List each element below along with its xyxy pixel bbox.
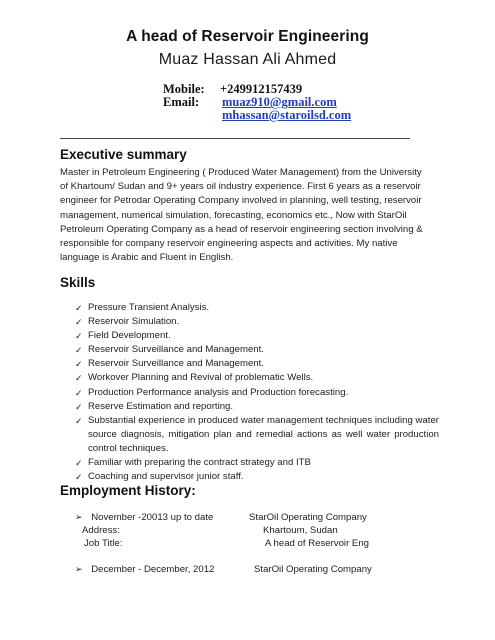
summary-line: engineer for Petrodar Operating Company involved in planning, well testing, reservoir [60, 195, 422, 207]
checkmark-icon: ✓ [75, 387, 83, 398]
mobile-value: +249912157439 [220, 82, 303, 96]
email-label: Email: [163, 95, 200, 109]
list-item: ✓ Coaching and supervisor junior staff. [75, 470, 439, 484]
arrow-bullet-icon: ➢ [75, 564, 83, 574]
job1-company: StarOil Operating Company [249, 512, 367, 523]
list-item: ✓ Field Development. [75, 329, 439, 343]
list-item: ✓ Workover Planning and Revival of problematic Wells. [75, 371, 439, 385]
list-item: ✓ Reservoir Simulation. [75, 315, 439, 329]
checkmark-icon: ✓ [75, 303, 83, 313]
job2-period-row [75, 564, 214, 575]
job1-title-value: A head of Reservoir Eng [265, 538, 369, 549]
summary-heading: Executive summary [60, 147, 187, 162]
job1-address-value: Khartoum, Sudan [263, 525, 338, 536]
job1-period-row [75, 512, 213, 523]
job2-company: StarOil Operating Company [254, 564, 372, 575]
checkmark-icon: ✓ [75, 331, 83, 342]
email-link-work[interactable]: mhassan@staroilsd.com [222, 108, 352, 122]
list-item: ✓ Substantial experience in produced water management techniques including water source diagnosis, mitigation plan and remedial actions as well water production control techniques. [75, 414, 439, 454]
list-item: ✓ Reservoir Surveillance and Management. [75, 357, 439, 371]
checkmark-icon: ✓ [75, 317, 83, 328]
summary-line: management, numerical simulation, forecasting, economics etc., Now with StarOil [60, 209, 407, 221]
summary-line: Master in Petroleum Engineering ( Produced Water Management) from the University [60, 167, 422, 178]
job1-period: November -20013 up to date [91, 512, 214, 523]
document-title: A head of Reservoir Engineering [126, 28, 369, 45]
checkmark-icon: ✓ [75, 345, 83, 356]
section-divider [60, 138, 410, 139]
checkmark-icon: ✓ [75, 415, 83, 426]
job2-period: December - December, 2012 [91, 564, 215, 575]
checkmark-icon: ✓ [75, 359, 83, 370]
summary-line: of Khartoum/ Sudan and 9+ years oil industry experience. First 6 years as a reservoir [60, 181, 421, 193]
checkmark-icon: ✓ [75, 458, 83, 469]
list-item: ✓ Pressure Transient Analysis. [75, 301, 439, 315]
list-item: ✓ Reserve Estimation and reporting. [75, 400, 439, 414]
summary-line: responsible for company reservoir engineering aspects and activities. My native [60, 238, 398, 250]
arrow-bullet-icon: ➢ [75, 512, 83, 522]
list-item: ✓ Familiar with preparing the contract strategy and ITB [75, 456, 439, 470]
summary-paragraph [60, 166, 438, 265]
list-item: ✓ Production Performance analysis and Production forecasting. [75, 386, 439, 400]
skills-list [75, 301, 439, 484]
summary-line: language is Arabic and Fluent in English. [60, 252, 234, 264]
job1-address-label: Address: [82, 525, 120, 536]
summary-line: Petroleum Operating Company as a head of reservoir engineering section involving & [60, 223, 423, 235]
person-name: Muaz Hassan Ali Ahmed [158, 51, 337, 68]
checkmark-icon: ✓ [75, 401, 83, 412]
job1-title-label: Job Title: [84, 538, 123, 549]
skills-heading: Skills [60, 275, 96, 290]
checkmark-icon: ✓ [75, 373, 83, 384]
email-link-primary[interactable]: muaz910@gmail.com [222, 95, 337, 109]
list-item: ✓ Reservoir Surveillance and Management. [75, 343, 439, 357]
employment-heading: Employment History: [60, 483, 196, 498]
checkmark-icon: ✓ [75, 472, 83, 483]
mobile-label: Mobile: [163, 82, 205, 96]
